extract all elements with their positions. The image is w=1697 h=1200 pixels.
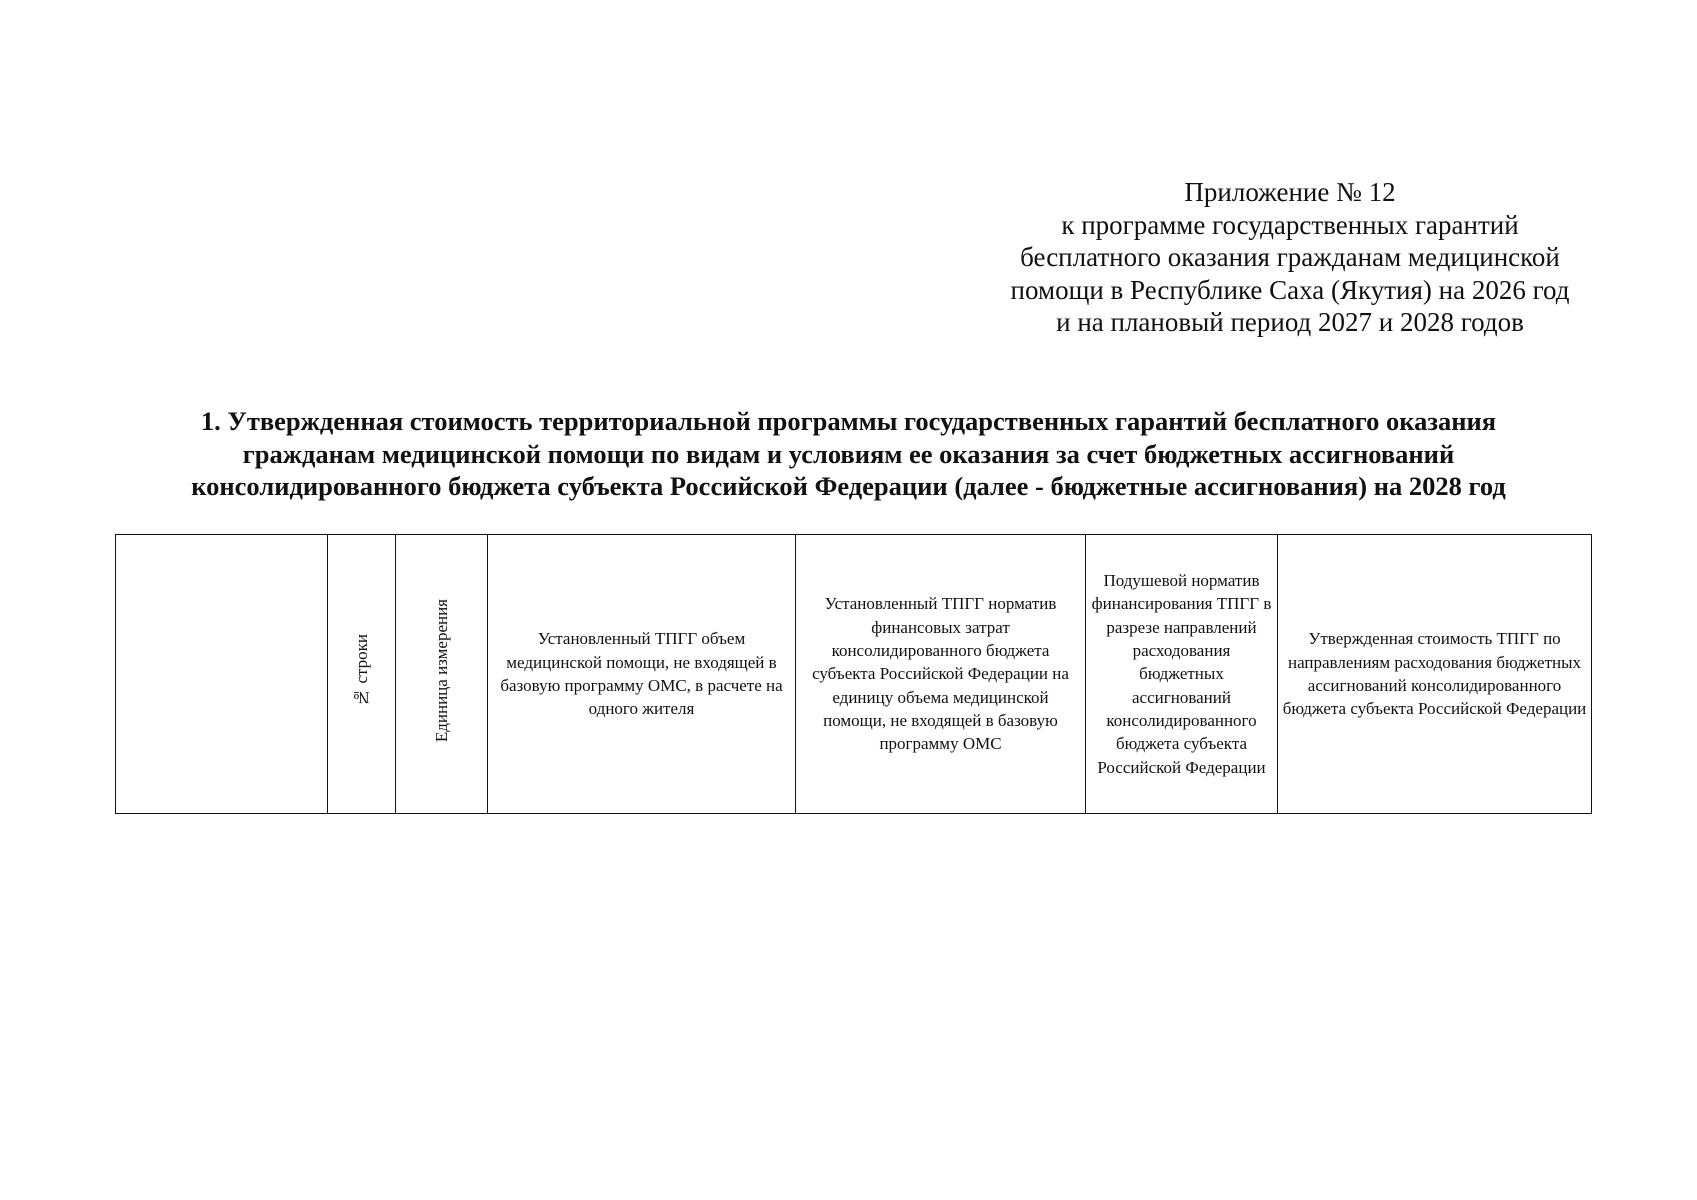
header-cell-row-number	[328, 535, 396, 814]
header-row-number-label: № строки	[351, 634, 371, 708]
header-volume-label: Установленный ТПГГ объем медицинской помощи, не входящей в базовую программу ОМС, в расчете на одного жителя	[500, 629, 783, 719]
header-cell-name	[116, 535, 328, 814]
section-title-line: 1. Утвержденная стоимость территориальной программы государственных гарантий бесплатного оказания	[200, 406, 1497, 436]
section-title	[60, 405, 1637, 503]
header-per-capita-label: Подушевой норматив финансирования ТПГГ в разрезе направлений расходования бюджетных ассигнований консолидированного бюджета субъекта Российской Федерации	[1091, 571, 1272, 777]
header-cell-cost-norm	[796, 535, 1086, 814]
header-cell-approved-cost	[1278, 535, 1592, 814]
appendix-line: к программе государственных гарантий	[1061, 209, 1519, 240]
header-unit-label: Единица измерения	[431, 599, 451, 743]
section-title-line: консолидированного бюджета субъекта Российской Федерации (далее - бюджетные ассигнования) на 2028 год	[191, 471, 1506, 501]
appendix-header	[930, 176, 1650, 339]
cost-table	[115, 534, 1592, 814]
section-title-line: гражданам медицинской помощи по видам и условиям ее оказания за счет бюджетных ассигнований	[242, 438, 1455, 469]
appendix-line: Приложение № 12	[1184, 177, 1396, 207]
appendix-line: и на плановый период 2027 и 2028 годов	[1056, 307, 1524, 337]
appendix-line: помощи в Республике Саха (Якутия) на 2026 год	[1010, 274, 1570, 305]
table-header-row	[116, 535, 1592, 814]
appendix-line: бесплатного оказания гражданам медицинской	[1020, 242, 1560, 272]
header-cell-unit	[396, 535, 488, 814]
header-cell-volume	[488, 535, 796, 814]
header-cell-per-capita	[1086, 535, 1278, 814]
header-approved-cost-label: Утвержденная стоимость ТПГГ по направлениям расходования бюджетных ассигнований консолидированного бюджета субъекта Российской Федерации	[1282, 629, 1587, 719]
header-cost-norm-label: Установленный ТПГГ норматив финансовых затрат консолидированного бюджета субъекта Российской Федерации на единицу объема медицинской помощи, не входящей в базовую программу ОМС	[812, 594, 1069, 754]
